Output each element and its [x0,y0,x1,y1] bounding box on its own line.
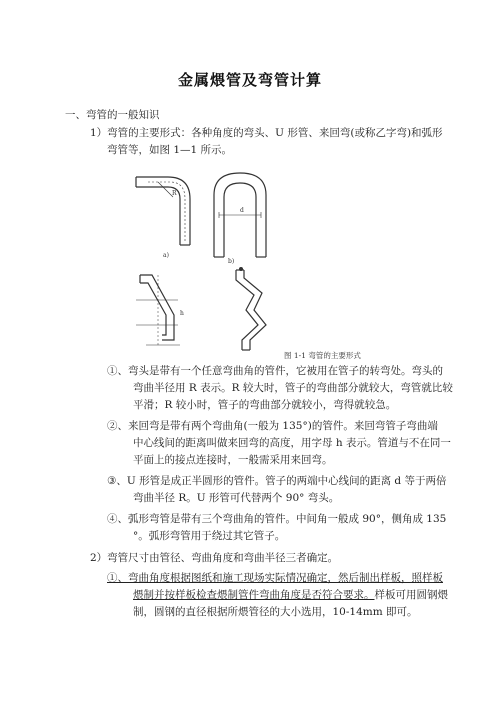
bullet2-line1: ②、来回弯是带有两个弯曲角(一般为 135°)的管件。来回弯管子弯曲端 [107,420,438,432]
u-bend-diagram [214,173,266,257]
bullet5-line2 [133,588,448,602]
bullet5-line3: 制，圆钢的直径根据所煨管径的大小选用，10-14mm 即可。 [133,606,418,618]
bullet5-line2-rest: 样板可用圆钢煨 [374,589,448,601]
figure-caption: 图 1-1 弯管的主要形式 [284,351,361,360]
item2-line: 2）弯管尺寸由管径、弯曲角度和弯曲半径三者确定。 [90,552,339,564]
bullet3-line2: 弯曲半径 R。U 形管可代替两个 90° 弯头。 [133,492,340,504]
bullet1-line2: 弯曲半径用 R 表示。R 较大时，管子的弯曲部分就较大，弯管就比较 [133,382,453,394]
figure-label-a: a) [163,252,169,259]
figure-label-b: b) [228,258,235,265]
arc-bend-diagram [236,267,266,350]
pipe-bends-figure [118,165,288,355]
bullet5-line2-underlined: 煨制并按样板检查煨制管件弯曲角度是否符合要求。 [133,589,375,601]
offset-bend-diagram [136,275,180,345]
figure-label-r: R [172,190,177,197]
bullet2-line2: 中心线间的距离叫做来回弯的高度，用字母 h 表示。管道与不在同一 [133,437,451,449]
section-heading: 一、弯管的一般知识 [65,109,160,121]
bullet4-line2: °。弧形弯管用于绕过其它管子。 [133,530,286,542]
bullet3-line1: ③、U 形管是成正半圆形的管件。管子的两端中心线间的距离 d 等于两倍 [107,475,447,487]
bullet4-line1: ④、弧形弯管是带有三个弯曲角的管件。中间角一般成 90°，侧角成 135 [107,513,447,525]
bullet1-line3: 平滑；R 较小时，管子的弯曲部分就较小，弯得就较急。 [133,399,397,411]
bullet2-line3: 平面上的接点连接时，一般需采用来回弯。 [133,454,333,466]
item1-line2: 弯管等，如图 1—1 所示。 [107,144,233,156]
page-title: 金属煨管及弯管计算 [177,71,322,89]
figure-label-d: d [240,207,244,214]
item1-line1: 1）弯管的主要形式：各种角度的弯头、U 形管、来回弯(或称乙字弯)和弧形 [90,127,443,139]
bullet5-line1: ①、弯曲角度根据图纸和施工现场实际情况确定，然后制出样板，照样板 [107,572,443,584]
figure-label-h: h [180,310,184,317]
bullet1-line1: ①、弯头是带有一个任意弯曲角的管件，它被用在管子的转弯处。弯头的 [107,365,443,377]
elbow-diagram [136,177,190,245]
